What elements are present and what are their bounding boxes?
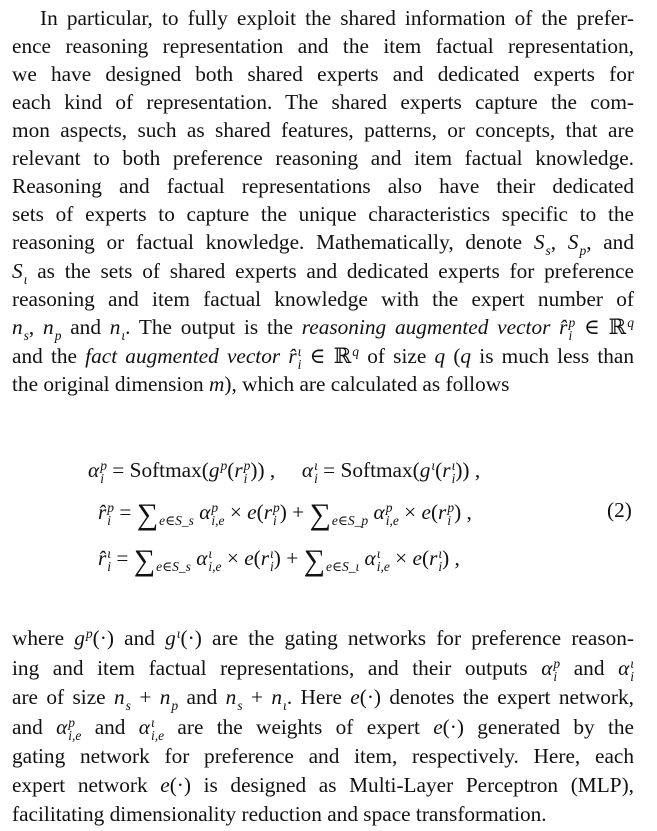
superscript: ι (376, 546, 381, 562)
text-run: ence reasoning representation and the item factual representation, (12, 34, 634, 58)
text-run: × (224, 500, 248, 524)
text-run: = Softmax( (106, 458, 209, 482)
math-scripts (326, 547, 359, 573)
text-run: ) + (279, 500, 310, 524)
text-run: and (12, 715, 57, 739)
math-base: α (364, 546, 376, 570)
text-line (40, 4, 634, 32)
superscript: p (107, 500, 115, 516)
math-base: α (56, 715, 68, 739)
math-symbol (209, 458, 227, 482)
math-symbol (98, 546, 112, 575)
text-run: ) , (454, 500, 472, 524)
math-symbol (12, 259, 28, 288)
text-line (12, 713, 634, 744)
math-base: n (225, 685, 237, 709)
math-base: r̂ (288, 344, 297, 368)
summation-symbol: ∑ (309, 498, 331, 531)
math-symbol (351, 344, 359, 368)
math-symbol (626, 315, 634, 339)
subscript: i (243, 471, 248, 487)
math-scripts (630, 657, 634, 683)
text-run: = Softmax( (317, 458, 420, 482)
text-run: mon aspects, such as shared features, patterns, or concepts, that are (12, 118, 634, 142)
math-base: r̂ (98, 546, 107, 570)
text-run: (·) are the gating networks for preference reason- (180, 626, 634, 650)
math-base: r (442, 458, 451, 482)
math-base: S (12, 259, 23, 283)
text-line (12, 228, 634, 259)
subscript: i (447, 513, 452, 529)
math-symbol (165, 626, 180, 650)
math-symbol (373, 500, 399, 529)
text-line (12, 342, 634, 373)
subscript: e∈S_ι (325, 559, 360, 575)
summation-symbol: ∑ (133, 544, 156, 577)
math-symbol (225, 685, 243, 714)
subscript: ι (23, 272, 28, 288)
italic-text: m (208, 372, 225, 396)
text-run: = (114, 500, 137, 524)
superscript: ι (438, 546, 443, 562)
text-run: and the (12, 344, 86, 368)
math-scripts (156, 547, 191, 573)
math-symbol (43, 315, 62, 344)
subscript: i (438, 559, 443, 575)
math-base: n (114, 685, 125, 709)
subscript: i (451, 471, 456, 487)
subscript: i,e (376, 559, 390, 575)
text-run: and (560, 656, 619, 680)
superscript: ι (208, 546, 213, 562)
text-run: reasoning or factual knowledge. Mathematically, denote (12, 230, 534, 254)
math-base: g (165, 626, 176, 650)
text-run (550, 315, 559, 339)
text-run: × (389, 546, 413, 570)
text-line (12, 116, 634, 144)
math-scripts (151, 716, 164, 742)
subscript: i,e (385, 513, 399, 529)
italic-text: e (350, 685, 360, 709)
subscript: i (630, 669, 635, 685)
text-run: we have designed both shared experts and dedicated experts for (12, 62, 634, 86)
text-run: ( (435, 458, 443, 482)
text-run: the original dimension (12, 372, 209, 396)
equation-line (88, 452, 480, 488)
math-symbol (12, 315, 29, 344)
subscript (627, 329, 634, 342)
superscript: p (385, 500, 393, 516)
text-line (12, 742, 634, 770)
text-run: , and (586, 230, 634, 254)
superscript: p (100, 458, 107, 474)
subscript: p (54, 328, 62, 344)
text-run: (·) and (92, 626, 166, 650)
italic-text: q (460, 344, 472, 368)
math-symbol (442, 458, 456, 487)
text-run: ( (253, 546, 261, 570)
text-run: In particular, to fully exploit the shared information of the prefer- (40, 6, 634, 30)
math-base: g (208, 458, 220, 482)
subscript: i,e (208, 559, 222, 575)
math-symbol (618, 656, 635, 685)
math-scripts (273, 501, 280, 527)
text-line (12, 313, 634, 344)
math-base: n (43, 315, 54, 339)
text-run: and (81, 715, 139, 739)
italic-text: e (433, 715, 443, 739)
math-scripts (86, 627, 93, 653)
subscript: i (297, 357, 302, 373)
text-run: )) , (455, 458, 481, 482)
math-base: α (541, 656, 553, 680)
math-symbol (325, 546, 360, 575)
text-run: . Here (286, 685, 351, 709)
superscript: ι (630, 656, 635, 672)
text-run: × (221, 546, 245, 570)
math-base: α (138, 715, 150, 739)
italic-text: e (247, 500, 257, 524)
subscript: i (553, 669, 558, 685)
math-base: n (12, 315, 23, 339)
math-symbol (364, 546, 390, 575)
subscript: i (100, 471, 104, 487)
text-run: ( (445, 344, 461, 368)
math-symbol (559, 315, 576, 344)
text-line (12, 800, 634, 828)
superscript: q (627, 315, 634, 331)
math-symbol (138, 715, 165, 744)
math-base: g (74, 626, 85, 650)
math-scripts (211, 501, 224, 527)
text-run: + (130, 685, 160, 709)
superscript: ι (270, 546, 274, 562)
math-symbol (271, 685, 287, 714)
subscript: i (107, 513, 112, 529)
text-run: are the weights of expert (164, 715, 434, 739)
text-run: (·) is designed as Multi-Layer Perceptron (MLP), (169, 773, 634, 797)
math-base: r (263, 500, 273, 524)
text-run: ( (421, 546, 430, 570)
text-run: ( (227, 458, 235, 482)
text-run: expert network (12, 773, 161, 797)
math-base: α (88, 458, 100, 482)
text-run: is much less than (471, 344, 634, 368)
subscript: p (171, 698, 179, 714)
math-base: r (260, 546, 270, 570)
subscript: ι (283, 698, 287, 714)
text-line (12, 32, 634, 60)
equation-line (98, 540, 460, 576)
subscript: s (545, 243, 551, 259)
superscript: ι (431, 458, 436, 474)
subscript: i,e (68, 728, 82, 744)
math-scripts (332, 501, 368, 527)
superscript: ι (314, 458, 318, 474)
math-symbol (567, 230, 587, 259)
superscript: ι (451, 458, 456, 474)
text-run: ∈ ℝ (301, 344, 352, 368)
subscript: e∈S_p (331, 513, 369, 529)
text-run: , (28, 315, 44, 339)
math-base: r (438, 500, 447, 524)
text-run: ) , (442, 546, 460, 570)
math-symbol (158, 500, 194, 529)
subscript: e∈S_s (159, 513, 194, 529)
text-run: ( (256, 500, 264, 524)
subscript: i (107, 559, 112, 575)
math-symbol (74, 626, 92, 650)
text-run: . The output is the (125, 315, 302, 339)
math-symbol (541, 656, 561, 685)
text-run: are of size (12, 685, 115, 709)
math-scripts (386, 501, 399, 527)
math-symbol (88, 458, 107, 487)
math-scripts (208, 547, 221, 573)
math-base: α (301, 458, 314, 482)
subscript: p (579, 243, 587, 259)
text-line (12, 257, 634, 288)
math-symbol (196, 546, 222, 575)
summation-symbol: ∑ (303, 544, 325, 577)
italic-text: e (244, 546, 254, 570)
text-run: as the sets of shared experts and dedicated experts for preference (27, 259, 634, 283)
text-run: ∈ ℝ (575, 315, 627, 339)
subscript: i (273, 513, 277, 529)
math-scripts (377, 547, 390, 573)
text-run: + (242, 685, 272, 709)
math-scripts (100, 459, 107, 485)
math-symbol (159, 685, 179, 714)
math-base: n (109, 315, 121, 339)
math-symbol (260, 546, 274, 575)
superscript: q (352, 344, 360, 360)
superscript: p (553, 656, 561, 672)
subscript: i (314, 471, 318, 487)
math-base: S (533, 230, 545, 254)
italic-text: e (421, 500, 431, 524)
math-base: r (234, 458, 243, 482)
superscript: ι (297, 344, 302, 360)
superscript: p (68, 715, 76, 731)
superscript: p (447, 500, 455, 516)
subscript: ι (121, 328, 126, 344)
math-base: S (567, 230, 579, 254)
math-symbol (288, 344, 302, 373)
math-base: n (159, 685, 171, 709)
italic-text: q (434, 344, 446, 368)
math-base: g (419, 458, 431, 482)
math-base: α (196, 546, 208, 570)
text-line (12, 60, 634, 88)
subscript: i,e (211, 513, 225, 529)
text-line (12, 172, 634, 200)
superscript: p (243, 458, 251, 474)
text-line (12, 771, 634, 799)
math-symbol (438, 500, 455, 529)
text-run: facilitating dimensionality reduction and space transformation. (12, 802, 547, 826)
math-symbol (301, 458, 318, 487)
math-symbol (263, 500, 280, 529)
text-line (12, 654, 635, 685)
math-scripts (627, 316, 634, 342)
text-run: (·) denotes the expert network, (359, 685, 634, 709)
text-run: where (12, 626, 75, 650)
text-run: gating network for preference and item, respectively. Here, each (12, 744, 634, 768)
text-line (12, 624, 634, 652)
text-run: and (61, 315, 110, 339)
text-run: of size (359, 344, 435, 368)
text-run: (·) generated by the (442, 715, 634, 739)
math-base: α (199, 500, 211, 524)
math-scripts (159, 501, 194, 527)
text-run: = (111, 546, 134, 570)
text-run: each kind of representation. The shared experts capture the com- (12, 90, 634, 114)
math-base: r̂ (559, 315, 568, 339)
math-base: r̂ (98, 500, 107, 524)
subscript: e∈S_s (156, 559, 191, 575)
italic-text: reasoning augmented vector (301, 315, 551, 339)
equation-line (98, 494, 472, 530)
text-run: ), which are calculated as follows (224, 372, 510, 396)
math-scripts (68, 716, 81, 742)
superscript: p (568, 315, 576, 331)
text-run: reasoning and item factual knowledge with the expert number of (12, 287, 634, 311)
math-symbol (114, 685, 131, 714)
subscript: i,e (150, 728, 165, 744)
subscript: s (125, 698, 131, 714)
text-run: relevant to both preference reasoning and item factual knowledge. (12, 146, 634, 170)
math-symbol (109, 315, 126, 344)
text-run: )) , (250, 458, 302, 482)
math-base: r (429, 546, 438, 570)
summation-symbol: ∑ (136, 498, 159, 531)
math-symbol (331, 500, 369, 529)
text-run: , (550, 230, 568, 254)
superscript: p (85, 626, 93, 642)
subscript: s (237, 698, 243, 714)
text-run: sets of experts to capture the unique characteristics specific to the (12, 202, 634, 226)
equation-number: (2) (607, 498, 632, 522)
text-line (12, 144, 634, 172)
text-run: ) + (273, 546, 304, 570)
math-symbol (420, 458, 435, 482)
math-symbol (533, 230, 551, 259)
math-base: n (271, 685, 283, 709)
superscript: ι (150, 715, 155, 731)
text-line (12, 285, 634, 313)
subscript: s (23, 328, 29, 344)
text-line (12, 200, 634, 228)
superscript: p (211, 500, 219, 516)
italic-text: fact augmented vector (85, 344, 281, 368)
italic-text: e (412, 546, 422, 570)
math-base: α (618, 656, 630, 680)
superscript: p (273, 500, 280, 516)
superscript: p (220, 458, 228, 474)
text-line (12, 370, 634, 398)
math-symbol (98, 500, 115, 529)
superscript: ι (107, 546, 112, 562)
subscript: i (568, 328, 573, 344)
text-run: ( (430, 500, 439, 524)
superscript: ι (176, 626, 181, 642)
text-line (12, 683, 634, 714)
italic-text: e (160, 773, 170, 797)
math-symbol (199, 500, 225, 529)
text-run: × (398, 500, 422, 524)
math-symbol (56, 715, 82, 744)
math-symbol (234, 458, 251, 487)
text-run: and (178, 685, 226, 709)
math-symbol (429, 546, 443, 575)
subscript: i (270, 559, 274, 575)
text-line (12, 88, 634, 116)
text-run: Reasoning and factual representations also have their dedicated (12, 174, 634, 198)
subscript (86, 640, 93, 653)
text-run: ing and item factual representations, and their outputs (12, 656, 542, 680)
math-symbol (155, 546, 191, 575)
math-base: α (373, 500, 385, 524)
